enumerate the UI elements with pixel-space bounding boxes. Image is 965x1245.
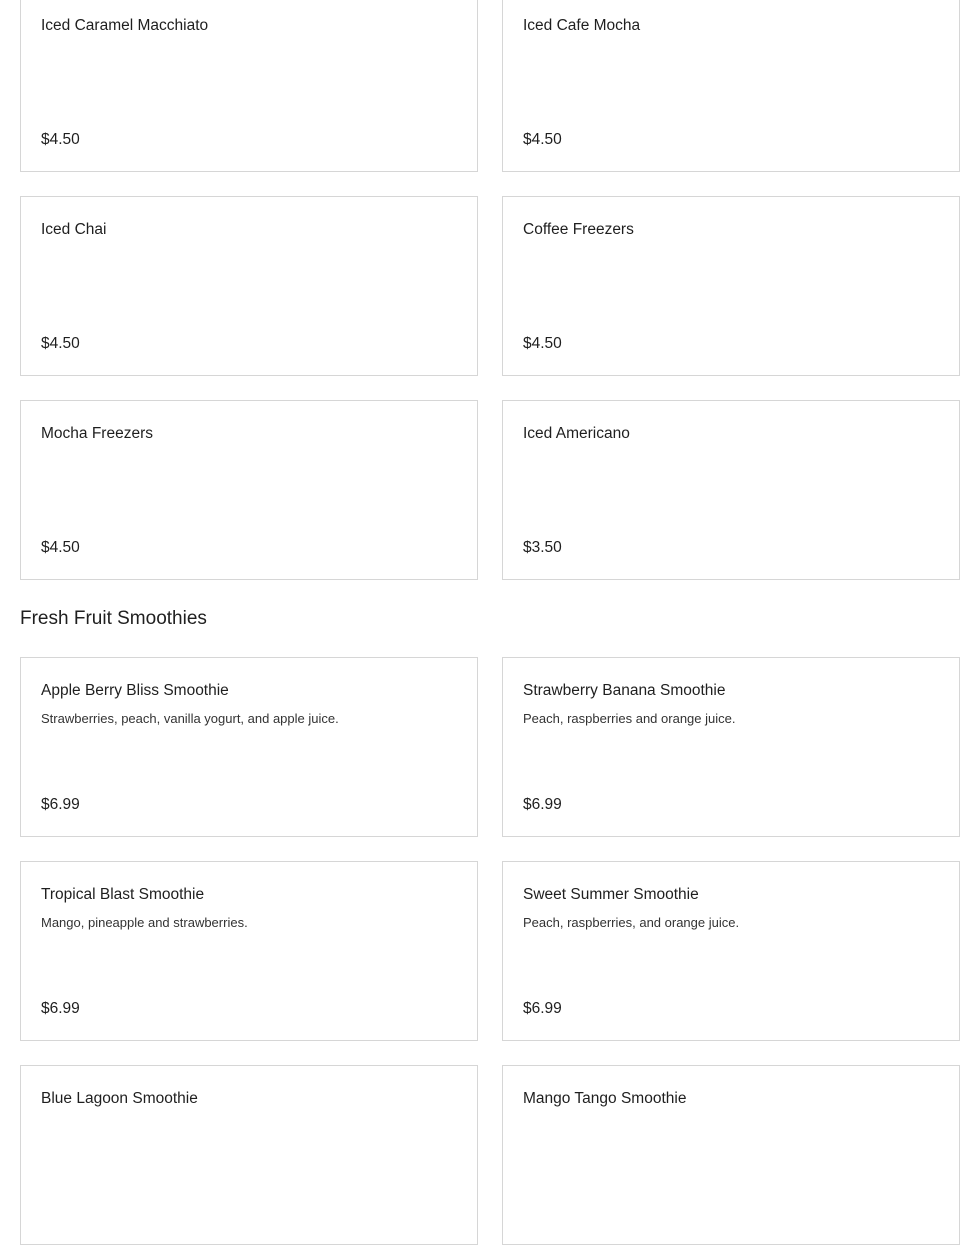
menu-item-price: $6.99 <box>523 1000 562 1017</box>
menu-item-price: $4.50 <box>523 131 562 148</box>
menu-item-name: Apple Berry Bliss Smoothie <box>41 682 229 699</box>
menu-item-card[interactable] <box>502 400 960 580</box>
menu-item-card[interactable] <box>20 657 478 837</box>
menu-item-price: $6.99 <box>523 796 562 813</box>
menu-item-name: Sweet Summer Smoothie <box>523 886 699 903</box>
menu-item-price: $4.50 <box>41 539 80 556</box>
menu-item-name: Mocha Freezers <box>41 425 153 442</box>
menu-item-description: Peach, raspberries and orange juice. <box>523 711 736 726</box>
menu-item-name: Mango Tango Smoothie <box>523 1090 687 1107</box>
menu-item-name: Iced Caramel Macchiato <box>41 17 209 34</box>
menu-item-card[interactable] <box>20 0 478 172</box>
menu-item-card[interactable] <box>502 861 960 1041</box>
menu-item-name: Iced Cafe Mocha <box>523 17 641 34</box>
section-title: Fresh Fruit Smoothies <box>20 608 207 629</box>
menu-item-price: $3.50 <box>523 539 562 556</box>
menu-item-name: Coffee Freezers <box>523 221 634 238</box>
menu-item-price: $6.99 <box>41 1000 80 1017</box>
menu-item-card[interactable] <box>20 400 478 580</box>
menu-item-name: Iced Chai <box>41 221 107 238</box>
menu-item-description: Strawberries, peach, vanilla yogurt, and apple juice. <box>41 711 339 726</box>
menu-item-card[interactable] <box>502 196 960 376</box>
menu-item-price: $4.50 <box>41 131 80 148</box>
menu-item-name: Strawberry Banana Smoothie <box>523 682 726 699</box>
menu-item-card[interactable] <box>502 1065 960 1245</box>
menu-item-price: $6.99 <box>41 796 80 813</box>
menu-item-card[interactable] <box>20 1065 478 1245</box>
iced-drinks-grid <box>20 0 960 580</box>
menu-item-card[interactable] <box>20 861 478 1041</box>
menu-item-description: Mango, pineapple and strawberries. <box>41 915 248 930</box>
menu-item-name: Tropical Blast Smoothie <box>41 886 205 903</box>
menu-item-card[interactable] <box>502 657 960 837</box>
menu-item-name: Blue Lagoon Smoothie <box>41 1090 198 1107</box>
menu-item-card[interactable] <box>502 0 960 172</box>
menu-item-name: Iced Americano <box>523 425 630 442</box>
menu-item-price: $4.50 <box>41 335 80 352</box>
menu-item-price: $4.50 <box>523 335 562 352</box>
menu-item-card[interactable] <box>20 196 478 376</box>
menu-item-description: Peach, raspberries, and orange juice. <box>523 915 740 930</box>
smoothies-grid <box>20 657 960 1245</box>
